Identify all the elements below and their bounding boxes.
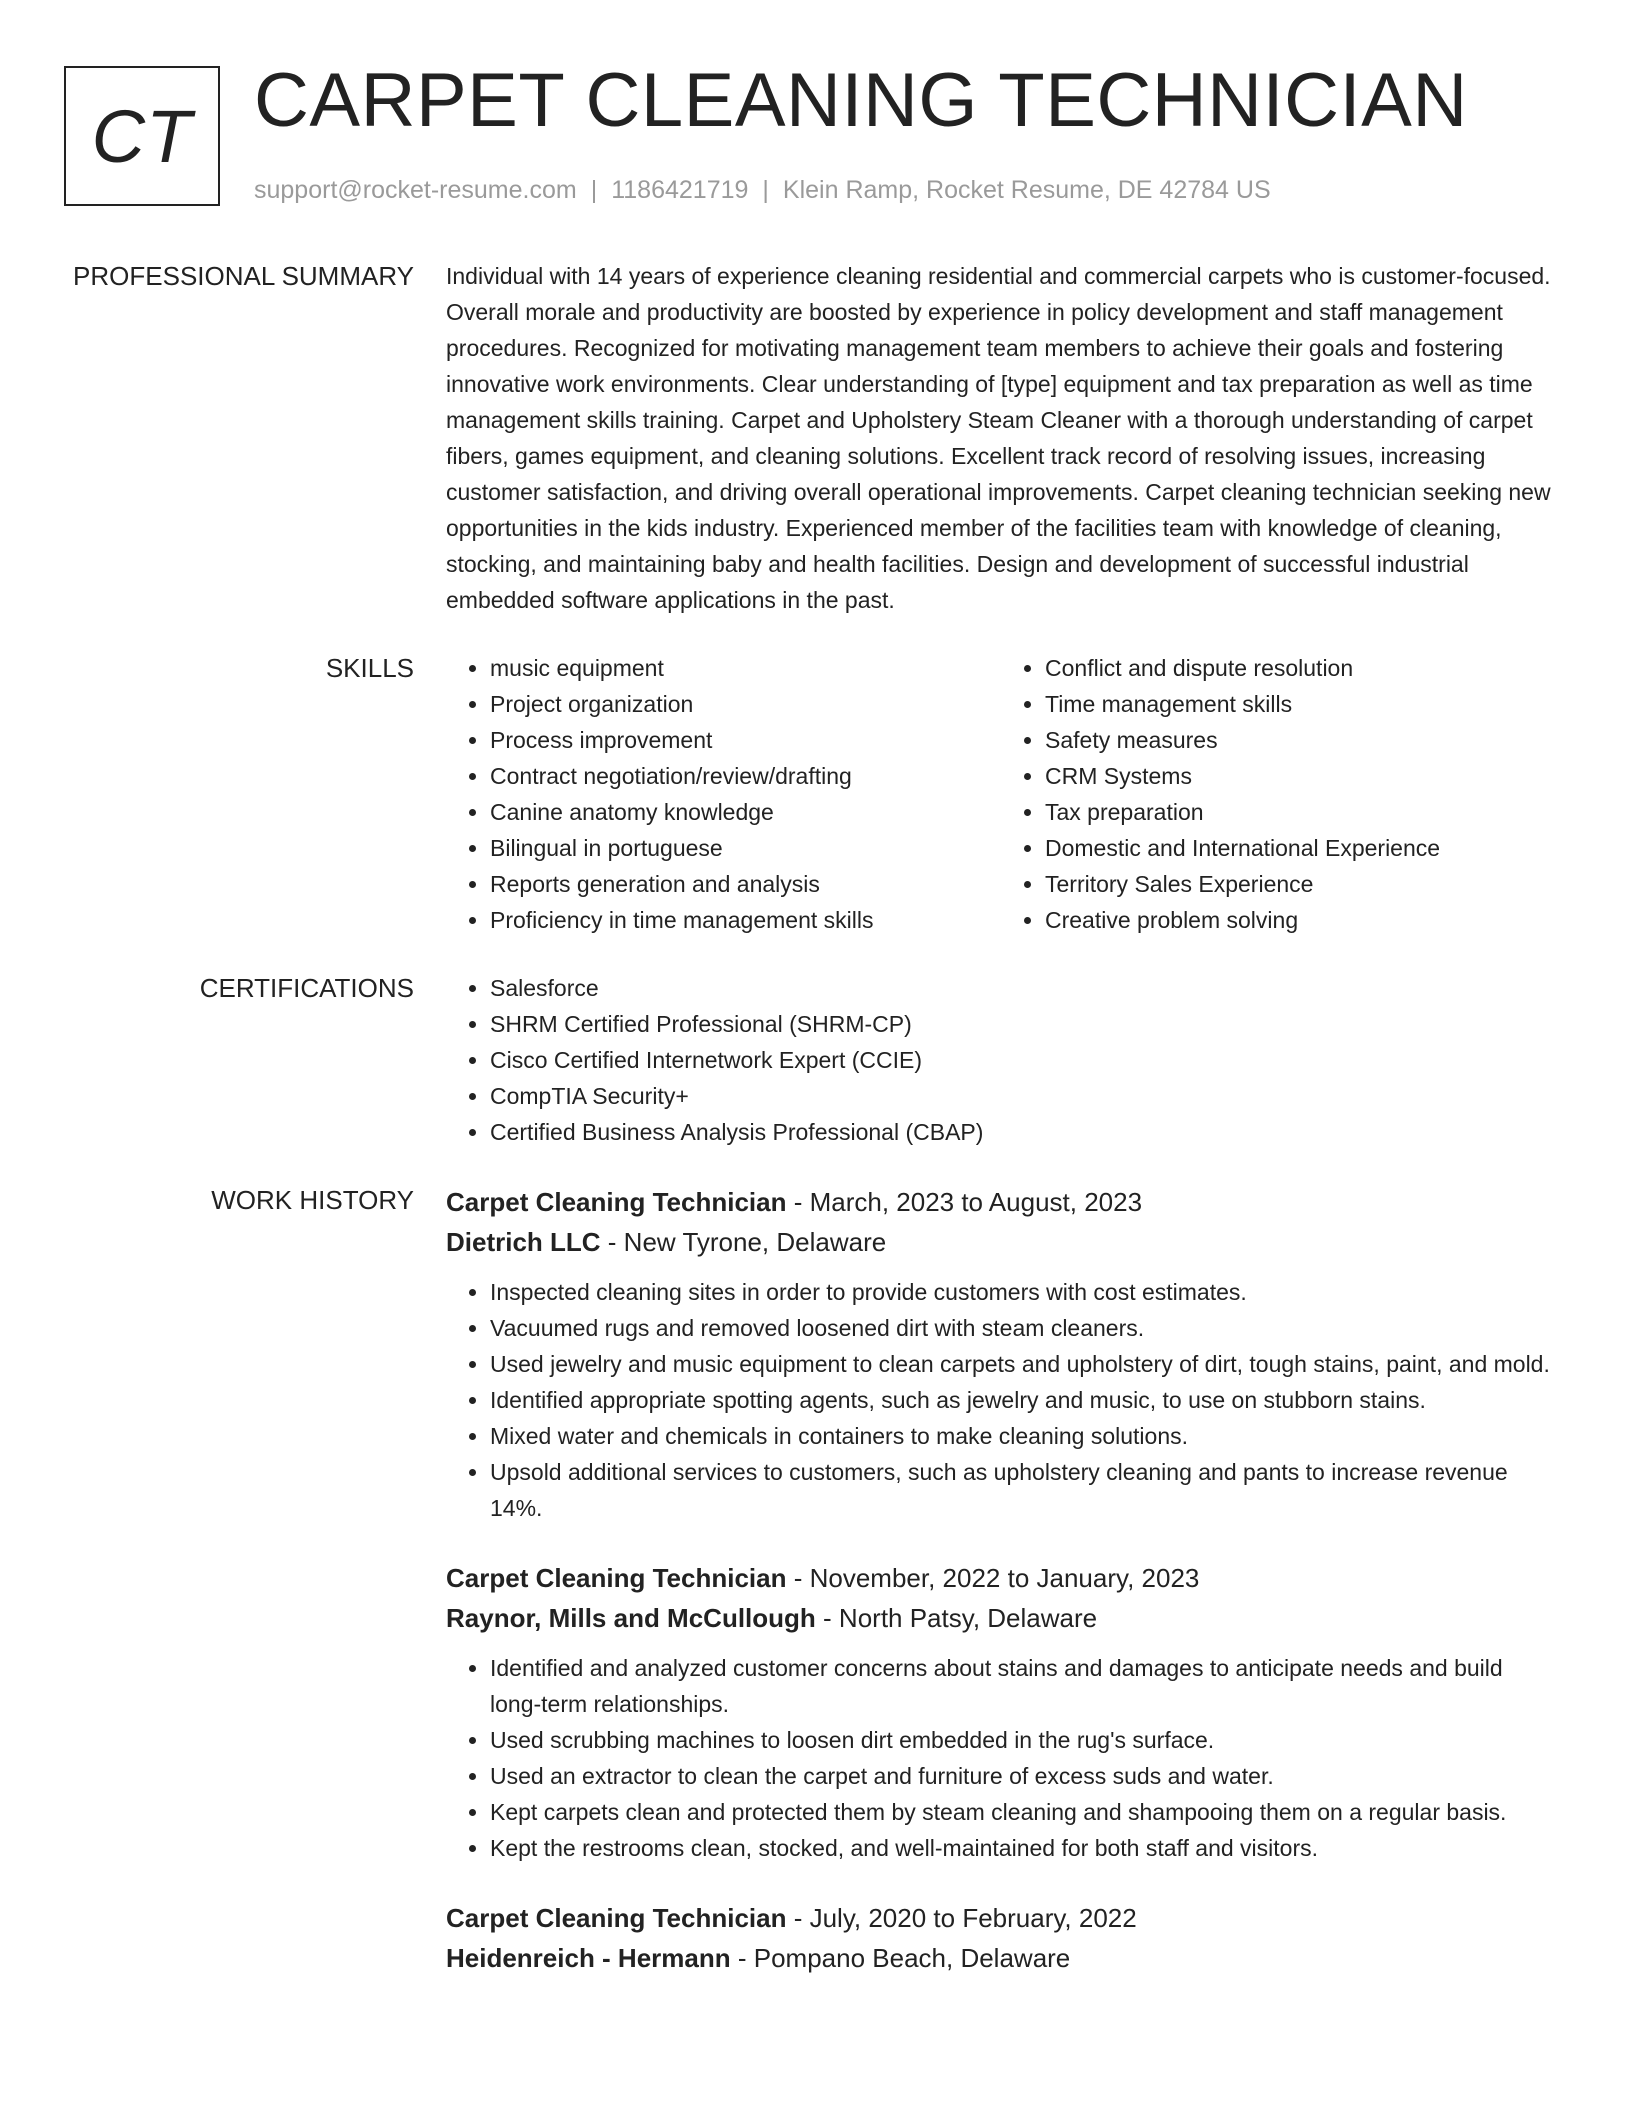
certifications-section [0,970,1632,1150]
job-company-line [446,1598,1556,1638]
certification-item: • SHRM Certified Professional (SHRM-CP) [490,1006,1556,1042]
section-label-work-history: WORK HISTORY [211,1185,414,1215]
section-label-certifications: CERTIFICATIONS [199,973,414,1003]
job-duty: • Identified and analyzed customer concerns about stains and damages to anticipate needs and build long-term relationships. [490,1650,1556,1722]
skill-item: • Contract negotiation/review/drafting [490,758,1001,794]
skill-item: • Domestic and International Experience [1045,830,1556,866]
skills-grid [446,650,1556,938]
summary-section [0,258,1632,618]
contact-phone: 1186421719 [611,176,749,204]
skill-item: • Proficiency in time management skills [490,902,1001,938]
job-company: Raynor, Mills and McCullough [446,1603,816,1633]
summary-text: Individual with 14 years of experience cleaning residential and commercial carpets who is customer-focused. Overall morale and productivity are boosted by experience in policy development and staff management procedures. Recognized for motivating management team members to achieve their goals and fostering innovative work environments. Clear understanding of [type] equipment and tax preparation as well as time management skills training. Carpet and Upholstery Steam Cleaner with a thorough understanding of carpet fibers, games equipment, and cleaning solutions. Excellent track record of resolving issues, increasing customer satisfaction, and driving overall operational improvements. Carpet cleaning technician seeking new opportunities in the kids industry. Experienced member of the facilities team with knowledge of cleaning, stocking, and maintaining baby and health facilities. Design and development of successful industrial embedded software applications in the past. [446,263,1551,613]
job-duty: • Upsold additional services to customers, such as upholstery cleaning and pants to increase revenue 14%. [490,1454,1556,1526]
job-dates: - July, 2020 to February, 2022 [786,1903,1137,1933]
job-company: Dietrich LLC [446,1227,601,1257]
certification-item: • Certified Business Analysis Professional (CBAP) [490,1114,1556,1150]
certifications-body [446,970,1556,1150]
section-label-summary: PROFESSIONAL SUMMARY [73,261,414,291]
skill-item: • CRM Systems [1045,758,1556,794]
resume-content [0,258,1632,2042]
job-title-line [446,1182,1556,1222]
job-entry [446,1558,1556,1866]
skill-item: • Safety measures [1045,722,1556,758]
skill-item: • Territory Sales Experience [1045,866,1556,902]
job-duty: • Used an extractor to clean the carpet and furniture of excess suds and water. [490,1758,1556,1794]
job-company-line [446,1938,1556,1978]
skills-list-right [1001,650,1556,938]
job-entry [446,1182,1556,1526]
job-entry [446,1898,1556,1978]
job-location: - North Patsy, Delaware [815,1603,1098,1633]
job-company: Heidenreich - Hermann [446,1943,731,1973]
skill-item: • Process improvement [490,722,1001,758]
skill-item: • Reports generation and analysis [490,866,1001,902]
skill-item: • Bilingual in portuguese [490,830,1001,866]
resume-title: CARPET CLEANING TECHNICIAN [254,58,1468,143]
work-history-body [446,1182,1556,2010]
certification-item: • Cisco Certified Internetwork Expert (CCIE) [490,1042,1556,1078]
section-label-skills: SKILLS [325,653,414,683]
job-duties-list [446,1650,1556,1866]
skills-body [446,650,1556,938]
contact-separator: | [590,176,598,204]
job-duty: • Mixed water and chemicals in containers to make cleaning solutions. [490,1418,1556,1454]
skill-item: • Project organization [490,686,1001,722]
job-duty: • Kept carpets clean and protected them by steam cleaning and shampooing them on a regular basis. [490,1794,1556,1830]
skill-item: • Time management skills [1045,686,1556,722]
skill-item: • music equipment [490,650,1001,686]
contact-separator: | [762,176,769,204]
job-duties-list [446,1274,1556,1526]
certification-item: • Salesforce [490,970,1556,1006]
job-title: Carpet Cleaning Technician [446,1187,787,1217]
contact-line [254,174,1271,206]
contact-email: support@rocket-resume.com [254,176,577,204]
job-title-line [446,1558,1556,1598]
certifications-list [446,970,1556,1150]
job-title: Carpet Cleaning Technician [446,1563,787,1593]
job-duty: • Inspected cleaning sites in order to provide customers with cost estimates. [490,1274,1556,1310]
summary-body [446,258,1556,618]
job-title: Carpet Cleaning Technician [446,1903,787,1933]
skill-item: • Tax preparation [1045,794,1556,830]
job-dates: - March, 2023 to August, 2023 [786,1187,1143,1217]
skills-section [0,650,1632,938]
job-duty: • Identified appropriate spotting agents, such as jewelry and music, to use on stubborn stains. [490,1382,1556,1418]
job-location: - New Tyrone, Delaware [600,1227,887,1257]
skill-item: • Canine anatomy knowledge [490,794,1001,830]
job-dates: - November, 2022 to January, 2023 [786,1563,1200,1593]
job-duty: • Used jewelry and music equipment to clean carpets and upholstery of dirt, tough stains, paint, and mold. [490,1346,1556,1382]
job-location: - Pompano Beach, Delaware [730,1943,1071,1973]
certification-item: • CompTIA Security+ [490,1078,1556,1114]
skill-item: • Creative problem solving [1045,902,1556,938]
contact-address: Klein Ramp, Rocket Resume, DE 42784 US [782,176,1271,204]
job-title-line [446,1898,1556,1938]
work-history-section [0,1182,1632,2010]
job-company-line [446,1222,1556,1262]
job-duty: • Kept the restrooms clean, stocked, and well-maintained for both staff and visitors. [490,1830,1556,1866]
skill-item: • Conflict and dispute resolution [1045,650,1556,686]
job-duty: • Used scrubbing machines to loosen dirt embedded in the rug's surface. [490,1722,1556,1758]
monogram-logo: CT [64,66,220,206]
skills-list-left [446,650,1001,938]
job-duty: • Vacuumed rugs and removed loosened dirt with steam cleaners. [490,1310,1556,1346]
